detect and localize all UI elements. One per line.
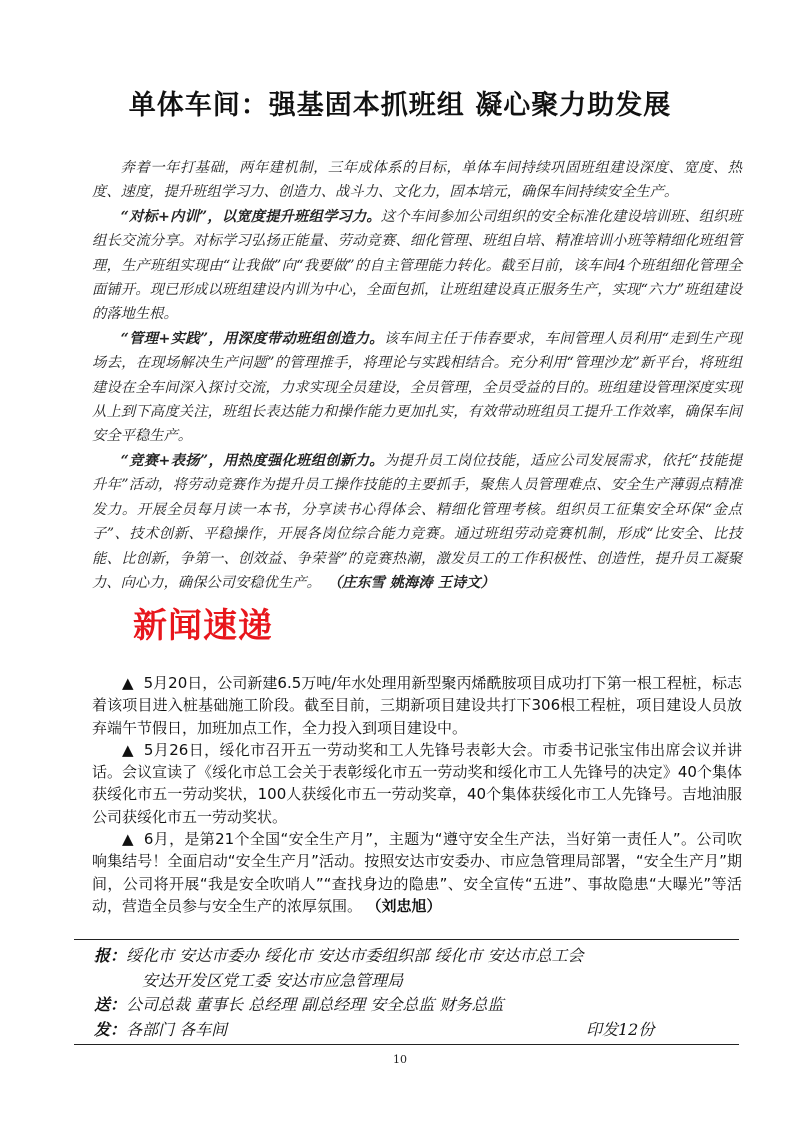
report-recipients-1: 绥化市 安达市委办 绥化市 安达市委组织部 绥化市 安达市总工会 xyxy=(126,946,584,965)
news-heading: 新闻速递 xyxy=(133,606,273,646)
news-item xyxy=(92,828,742,917)
send-key: 送： xyxy=(94,995,127,1014)
triangle-bullet-icon: ▲ xyxy=(122,830,134,849)
news-author: （刘忠旭） xyxy=(374,896,442,915)
report-recipients-2: 安达开发区党工委 安达市应急管理局 xyxy=(142,970,404,990)
article-authors: （庄东雪 姚海涛 王诗文） xyxy=(334,574,495,591)
distribution-top-rule xyxy=(74,939,739,940)
news-item-text: 5月20日，公司新建6.5万吨/年水处理用新型聚丙烯酰胺项目成功打下第一根工程桩，标志着该项目进入桩基础施工阶段。截至目前，三期新项目建设共打下306根工程桩，项目建设人员放弃端午节假日，加班加点工作，全力投入到项目建设中。 xyxy=(92,674,742,737)
triangle-bullet-icon: ▲ xyxy=(122,674,134,692)
section-3-text: 为提升员工岗位技能，适应公司发展需求，依托“技能提升年”活动，将劳动竞赛作为提升员工操作技能的主要抓手，聚焦人员管理难点、安全生产薄弱点精准发力。开展全员每月读一本书，分享读书心得体会、精细化管理考核。组织员工征集安全环保“金点子”、技术创新、平稳操作，开展各岗位综合能力竞赛。通过班组劳动竞赛机制，形成“比安全、比技能、比创新，争第一、创效益、争荣誉”的竞赛热潮，激发员工的工作积极性、创造性，提升员工凝聚力、向心力，确保公司安稳优生产。 xyxy=(92,452,742,591)
distribution-bottom-rule xyxy=(74,1044,739,1045)
issue-row xyxy=(94,1018,744,1043)
send-recipients: 公司总裁 董事长 总经理 副总经理 安全总监 财务总监 xyxy=(126,995,504,1014)
report-row-continued xyxy=(94,969,744,994)
news-item xyxy=(92,739,742,828)
section-1-text: 这个车间参加公司组织的安全标准化建设培训班、组织班组长交流分享。对标学习弘扬正能量、劳动竞赛、细化管理、班组自培、精准培训小班等精细化班组管理，生产班组实现由“让我做”向“我要做”的自主管理能力转化。截至目前，该车间4个班组细化管理全面铺开。现已形成以班组建设内训为中心，全面包抓，让班组建设真正服务生产，实现“六力”班组建设的落地生根。 xyxy=(92,208,742,323)
article-title: 单体车间：强基固本抓班组 凝心聚力助发展 xyxy=(128,90,672,121)
article-intro: 奔着一年打基础，两年建机制，三年成体系的目标，单体车间持续巩固班组建设深度、宽度、热度、速度，提升班组学习力、创造力、战斗力、文化力，固本培元，确保车间持续安全生产。 xyxy=(92,160,742,201)
section-1-lead: “对标+内训”，以宽度提升班组学习力。 xyxy=(120,208,381,225)
issue-key: 发： xyxy=(94,1019,127,1039)
page-number: 10 xyxy=(393,1053,407,1066)
news-item-text: 5月26日，绥化市召开五一劳动奖和工人先锋号表彰大会。市委书记张宝伟出席会议并讲话。会议宣读了《绥化市总工会关于表彰绥化市五一劳动奖和绥化市工人先锋号的决定》40个集体获绥化市五一劳动奖状，100人获绥化市五一劳动奖章，40个集体获绥化市工人先锋号。吉地油服公司获绥化市五一劳动奖状。 xyxy=(92,740,742,826)
news-item-text: 6月，是第21个全国“安全生产月”，主题为“遵守安全生产法，当好第一责任人”。公司吹响集结号！全面启动“安全生产月”活动。按照安达市安委办、市应急管理局部署，“安全生产月”期间，公司将开展“我是安全吹哨人”“查找身边的隐患”、安全宣传“五进”、事故隐患“大曝光”等活动，营造全员参与安全生产的浓厚氛围。 xyxy=(92,830,742,915)
distribution-block xyxy=(94,944,744,1042)
news-item xyxy=(92,672,742,739)
article-section-3 xyxy=(92,449,742,595)
section-3-lead: “竞赛+表扬”，用热度强化班组创新力。 xyxy=(120,452,384,469)
report-key: 报： xyxy=(94,946,127,965)
article-section-1 xyxy=(92,205,742,327)
triangle-bullet-icon: ▲ xyxy=(122,740,134,759)
news-list xyxy=(92,672,742,917)
article-body xyxy=(92,156,742,595)
report-row xyxy=(94,944,744,969)
issue-recipients: 各部门 各车间 xyxy=(126,1019,228,1039)
copies-count: 印发12份 xyxy=(586,1019,655,1039)
send-row xyxy=(94,993,744,1018)
section-2-text: 该车间主任于伟春要求，车间管理人员利用“走到生产现场去，在现场解决生产问题”的管理推手，将理论与实践相结合。充分利用“管理沙龙”新平台，将班组建设在全车间深入探讨交流，力求实现全员建设，全员管理，全员受益的目的。班组建设管理深度实现从上到下高度关注，班组长表达能力和操作能力更加扎实，有效带动班组员工提升工作效率，确保车间安全平稳生产。 xyxy=(92,330,742,445)
article-section-2 xyxy=(92,327,742,449)
section-2-lead: “管理+实践”，用深度带动班组创造力。 xyxy=(120,330,384,347)
